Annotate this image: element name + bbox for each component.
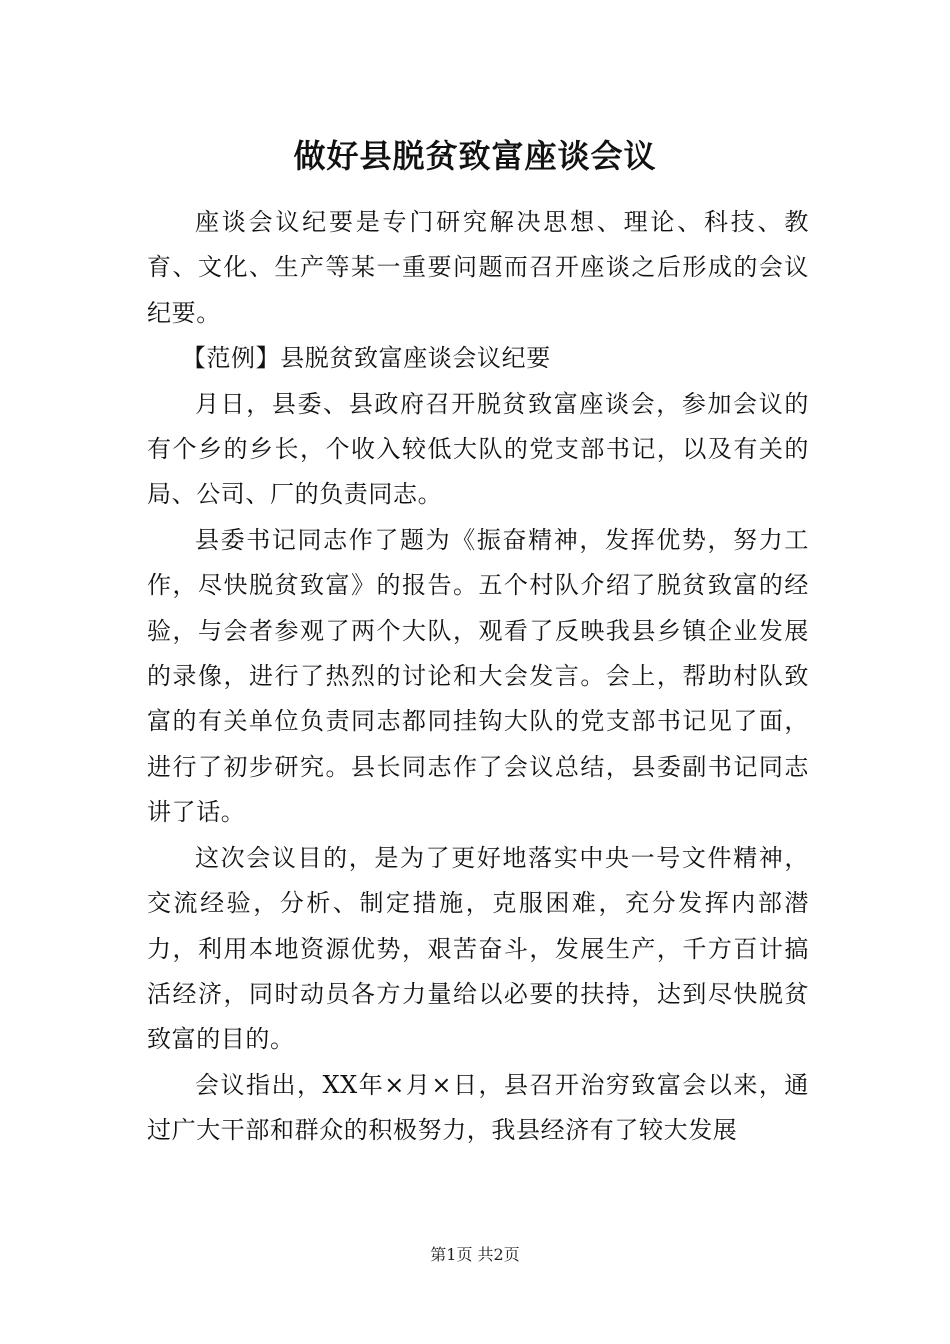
document-title: 做好县脱贫致富座谈会议 xyxy=(293,137,657,175)
paragraph-meeting-attendance: 月日，县委、县政府召开脱贫致富座谈会，参加会议的有个乡的乡长，个收入较低大队的党支部书记，以及有关的局、公司、厂的负责同志。 xyxy=(147,389,809,509)
paragraph-example-heading: 【范例】县脱贫致富座谈会议纪要 xyxy=(181,344,551,373)
paragraph-meeting-purpose: 这次会议目的，是为了更好地落实中央一号文件精神，交流经验，分析、制定措施，克服困难，充分发挥内部潜力，利用本地资源优势，艰苦奋斗，发展生产，千方百计搞活经济，同时动员各方力量给以必要的扶持，达到尽快脱贫致富的目的。 xyxy=(147,843,809,1054)
page-number-footer: 第1页 共2页 xyxy=(430,1245,520,1264)
document-body xyxy=(147,200,809,1154)
paragraph-meeting-report: 县委书记同志作了题为《振奋精神，发挥优势，努力工作，尽快脱贫致富》的报告。五个村队介绍了脱贫致富的经验，与会者参观了两个大队，观看了反映我县乡镇企业发展的录像，进行了热烈的讨论和大会发言。会上，帮助村队致富的有关单位负责同志都同挂钩大队的党支部书记见了面，进行了初步研究。县长同志作了会议总结，县委副书记同志讲了话。 xyxy=(147,525,809,827)
paragraph-meeting-findings: 会议指出，XX年×月×日，县召开治穷致富会以来，通过广大干部和群众的积极努力，我县经济有了较大发展 xyxy=(147,1070,809,1145)
paragraph-intro: 座谈会议纪要是专门研究解决思想、理论、科技、教育、文化、生产等某一重要问题而召开座谈之后形成的会议纪要。 xyxy=(147,208,809,327)
